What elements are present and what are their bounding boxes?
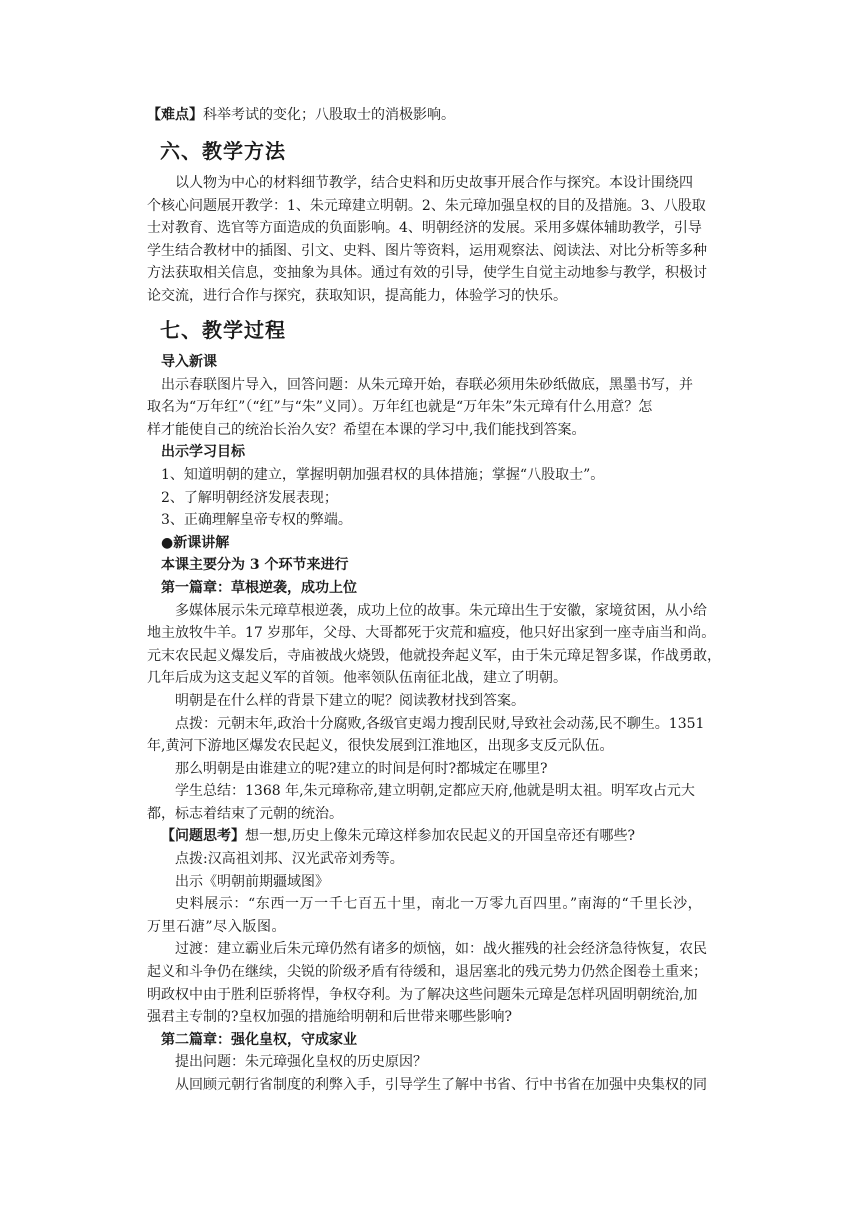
- text-line: 元末农民起义爆发后，寺庙被战火烧毁，他就投奔起义军，由于朱元璋足智多谋，作战勇敢，: [147, 647, 721, 664]
- text-line: 年,黄河下游地区爆发农民起义，很快发展到江淮地区，出现多支反元队伍。: [147, 738, 614, 755]
- think-label: 【问题思考】: [161, 828, 245, 845]
- text-line: 多媒体展示朱元璋草根逆袭，成功上位的故事。朱元璋出生于安徽，家境贫困，从小给: [175, 602, 707, 619]
- text-line: 学生结合教材中的插图、引文、史料、图片等资料，运用观察法、阅读法、对比分析等多种: [147, 242, 707, 259]
- text-line: 取名为“万年红”（“红”与“朱”义同）。万年红也就是“万年朱”朱元璋有什么用意？怎: [147, 399, 653, 416]
- map-line: 出示《明朝前期疆域图》: [175, 873, 329, 890]
- new-lesson-heading: ●新课讲解: [161, 534, 230, 551]
- text-line: 点拨：元朝末年,政治十分腐败,各级官吏竭力搜刮民财,导致社会动荡,民不聊生。1351: [175, 715, 705, 732]
- text-line: 个核心问题展开教学：1、朱元璋建立明朝。2、朱元璋加强皇权的目的及措施。3、八股取: [147, 197, 706, 214]
- text-line: 起义和斗争仍在继续，尖锐的阶级矛盾有待缓和，退居塞北的残元势力仍然企图卷土重来；: [147, 964, 707, 981]
- text-line: 以人物为中心的材料细节教学，结合史料和历史故事开展合作与探究。本设计围绕四: [175, 175, 693, 191]
- chapter1-title: 第一篇章：草根逆袭，成功上位: [161, 579, 357, 596]
- question-line: 明朝是在什么样的背景下建立的呢？阅读教材找到答案。: [175, 692, 525, 709]
- text-line: 论交流，进行合作与探究，获取知识，提高能力，体验学习的快乐。: [147, 287, 567, 304]
- text-line: 样才能使自己的统治长治久安？希望在本课的学习中,我们能找到答案。: [147, 421, 586, 438]
- think-text: 想一想,历史上像朱元璋这样参加农民起义的开国皇帝还有哪些?: [245, 828, 635, 845]
- quote-line: 万里石溏”尽入版图。: [147, 918, 287, 935]
- goal-item: 3、正确理解皇帝专权的弊端。: [161, 512, 352, 529]
- difficulty-text: 科举考试的变化；八股取士的消极影响。: [203, 107, 455, 123]
- structure-line: 本课主要分为 3 个环节来进行: [161, 557, 349, 574]
- section6-heading: 六、教学方法: [160, 139, 286, 163]
- text-line: 强君主专制的?皇权加强的措施给明朝和后世带来哪些影响?: [147, 1009, 513, 1026]
- quote-line: 史料展示：“东西一万一千七百五十里，南北一万零九百四里。”南海的“千里长沙，: [175, 896, 703, 913]
- text-line: 过渡：建立霸业后朱元璋仍然有诸多的烦恼，如：战火摧残的社会经济急待恢复，农民: [175, 941, 707, 958]
- question-line: 那么明朝是由谁建立的呢?建立的时间是何时?都城定在哪里?: [175, 760, 548, 777]
- goal-item: 1、知道明朝的建立，掌握明朝加强君权的具体措施；掌握“八股取士”。: [161, 466, 605, 483]
- text-line: 士对教育、选官等方面造成的负面影响。4、明朝经济的发展。采用多媒体辅助教学，引导: [147, 220, 702, 237]
- question-line: 提出问题：朱元璋强化皇权的历史原因？: [175, 1054, 427, 1071]
- difficulty-line: [147, 104, 747, 127]
- section6-paragraph: [147, 172, 747, 308]
- text-line: 几年后成为这支起义军的首领。他率领队伍南征北战，建立了明朝。: [147, 670, 567, 687]
- text-line: 明政权中由于胜利臣骄将悍，争权夺利。为了解决这些问题朱元璋是怎样巩固明朝统治,加: [147, 986, 698, 1003]
- section7-heading: 七、教学过程: [160, 318, 286, 342]
- difficulty-label: 【难点】: [147, 107, 203, 123]
- text-line: 从回顾元朝行省制度的利弊入手，引导学生了解中书省、行中书省在加强中央集权的同: [175, 1077, 707, 1093]
- section7-body: [147, 351, 747, 1097]
- hint-line: 点拨:汉高祖刘邦、汉光武帝刘秀等。: [175, 851, 404, 868]
- think-line: [147, 825, 747, 848]
- text-line: 地主放牧牛羊。17 岁那年，父母、大哥都死于灾荒和瘟疫，他只好出家到一座寺庙当和尚。: [147, 625, 716, 642]
- goal-item: 2、了解明朝经济发展表现；: [161, 489, 338, 506]
- text-line: 出示春联图片导入，回答问题：从朱元璋开始，春联必须用朱砂纸做底，黑墨书写，并: [161, 376, 693, 393]
- intro-heading: 导入新课: [161, 354, 217, 370]
- text-line: 学生总结：1368 年,朱元璋称帝,建立明朝,定都应天府,他就是明太祖。明军攻占元大: [175, 783, 695, 800]
- goals-heading: 出示学习目标: [161, 444, 245, 461]
- text-line: 都，标志着结束了元朝的统治。: [147, 805, 343, 822]
- chapter2-title: 第二篇章：强化皇权，守成家业: [161, 1031, 357, 1048]
- text-line: 方法获取相关信息，变抽象为具体。通过有效的引导，使学生自觉主动地参与教学，积极讨: [147, 265, 707, 282]
